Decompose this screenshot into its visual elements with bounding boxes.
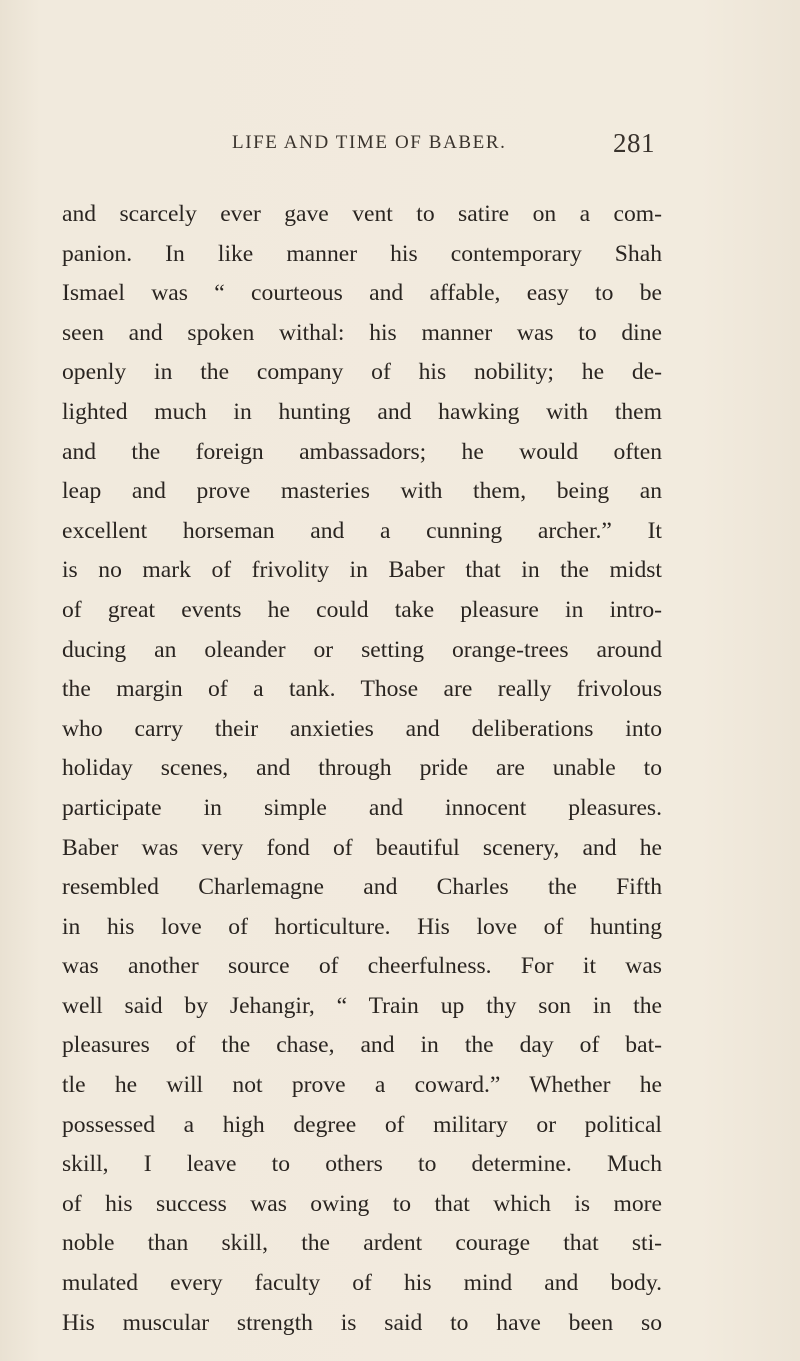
text-line: Baber was very fond of beautiful scenery, and he	[62, 834, 662, 861]
text-line: is no mark of frivolity in Baber that in the midst	[62, 557, 662, 584]
body-text	[62, 195, 662, 1343]
page-number: 281	[613, 128, 655, 158]
text-line: in his love of horticulture. His love of hunting	[62, 913, 662, 940]
text-line: seen and spoken withal: his manner was to dine	[62, 319, 662, 346]
text-line: His muscular strength is said to have been so	[62, 1309, 662, 1336]
running-head	[0, 128, 800, 168]
text-line: lighted much in hunting and hawking with them	[62, 398, 662, 425]
text-line: and the foreign ambassadors; he would often	[62, 438, 662, 465]
text-line: who carry their anxieties and deliberations into	[62, 715, 662, 742]
text-line: skill, I leave to others to determine. Much	[62, 1151, 662, 1178]
text-line: possessed a high degree of military or political	[62, 1111, 662, 1138]
text-line: excellent horseman and a cunning archer.” It	[62, 517, 662, 544]
text-line: of great events he could take pleasure in intro-	[62, 596, 662, 623]
text-line: of his success was owing to that which is more	[62, 1190, 662, 1217]
running-head-title: LIFE AND TIME OF BABER.	[232, 132, 507, 153]
text-line: well said by Jehangir, “ Train up thy son in the	[62, 992, 662, 1019]
text-line: was another source of cheerfulness. For it was	[62, 953, 662, 980]
text-line: ducing an oleander or setting orange-trees around	[62, 636, 662, 663]
text-line: tle he will not prove a coward.” Whether he	[62, 1072, 662, 1099]
text-line: resembled Charlemagne and Charles the Fifth	[62, 874, 662, 901]
text-line: pleasures of the chase, and in the day of bat-	[62, 1032, 662, 1059]
text-line: noble than skill, the ardent courage that sti-	[62, 1230, 662, 1257]
text-line: openly in the company of his nobility; he de-	[62, 359, 662, 386]
text-line: leap and prove masteries with them, being an	[62, 478, 662, 505]
text-line: and scarcely ever gave vent to satire on a com-	[62, 201, 662, 227]
text-line: participate in simple and innocent pleasures.	[62, 794, 662, 821]
text-line: holiday scenes, and through pride are unable to	[62, 755, 662, 782]
text-line: mulated every faculty of his mind and body.	[62, 1270, 662, 1297]
text-line: Ismael was “ courteous and affable, easy to be	[62, 280, 662, 307]
text-line: panion. In like manner his contemporary Shah	[62, 240, 662, 267]
text-line: the margin of a tank. Those are really frivolous	[62, 676, 662, 703]
